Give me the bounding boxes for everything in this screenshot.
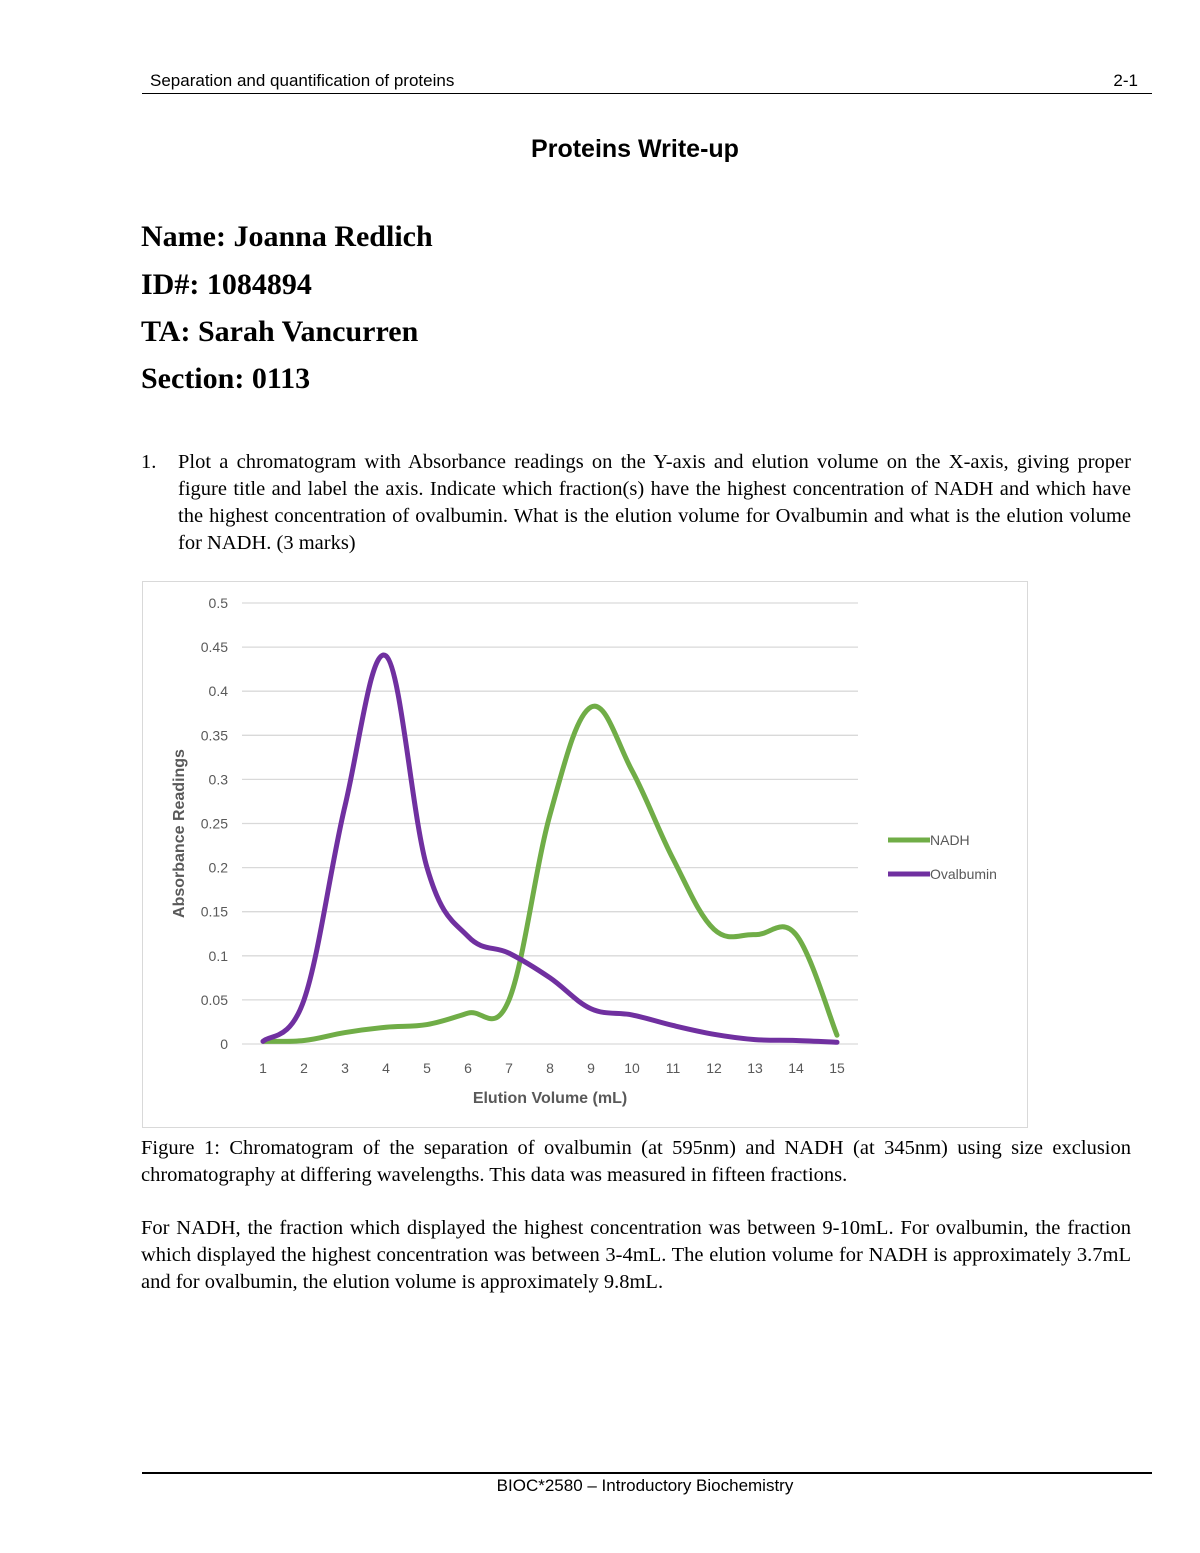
x-tick-label: 1 <box>259 1060 267 1076</box>
y-tick-label: 0.1 <box>208 947 228 964</box>
x-tick-label: 8 <box>546 1060 554 1076</box>
question-text: Plot a chromatogram with Absorbance readings on the Y-axis and elution volume on the X-axis, giving proper figure title and label the axis. Indicate which fraction(s) have the highest concentration of NADH and which have the highest concentration of ovalbumin. What is the elution volume for Ovalbumin and what is the elution volume for NADH. (3 marks) <box>178 451 1131 554</box>
y-tick-label: 0.25 <box>200 815 228 832</box>
y-tick-label: 0.4 <box>208 683 228 700</box>
y-axis-title: Absorbance Readings <box>171 749 188 918</box>
course-footer: BIOC*2580 – Introductory Biochemistry <box>496 1476 794 1495</box>
x-tick-label: 9 <box>587 1060 595 1076</box>
x-tick-label: 4 <box>382 1060 390 1076</box>
running-header-title: Separation and quantification of proteins <box>150 71 455 90</box>
document-title: Proteins Write-up <box>531 135 739 163</box>
x-tick-label: 11 <box>665 1060 681 1076</box>
page-number: 2-1 <box>1113 71 1138 90</box>
legend-label-nadh: NADH <box>930 832 970 848</box>
y-tick-label: 0.45 <box>200 639 228 656</box>
teaching-assistant: TA: Sarah Vancurren <box>141 315 419 348</box>
x-tick-label: 6 <box>464 1060 472 1076</box>
chromatogram-chart <box>142 581 1028 1128</box>
figure-caption: Figure 1: Chromatogram of the separation of ovalbumin (at 595nm) and NADH (at 345nm) using size exclusion chromatography at differing wavelengths. This data was measured in fifteen fractions. <box>141 1137 1131 1186</box>
y-tick-label: 0 <box>220 1036 228 1052</box>
y-tick-label: 0.35 <box>200 727 228 744</box>
question-number: 1. <box>141 451 157 473</box>
y-tick-label: 0.15 <box>200 903 228 920</box>
footer-divider <box>142 1472 1152 1474</box>
x-tick-label: 12 <box>706 1060 722 1076</box>
y-tick-label: 0.05 <box>200 991 228 1008</box>
x-tick-label: 5 <box>423 1060 431 1076</box>
x-tick-label: 10 <box>624 1060 640 1076</box>
header-divider <box>142 93 1152 94</box>
student-name: Name: Joanna Redlich <box>141 220 433 253</box>
student-id: ID#: 1084894 <box>141 268 312 301</box>
y-tick-label: 0.2 <box>208 859 228 876</box>
x-tick-label: 13 <box>747 1060 763 1076</box>
y-tick-label: 0.5 <box>208 595 228 611</box>
x-tick-label: 14 <box>788 1060 804 1076</box>
section-number: Section: 0113 <box>141 362 311 395</box>
y-tick-label: 0.3 <box>208 771 228 788</box>
answer-paragraph: For NADH, the fraction which displayed the highest concentration was between 9-10mL. For ovalbumin, the fraction which displayed the highest concentration was between 3-4mL. The elution volume for NADH is approximately 3.7mL and for ovalbumin, the elution volume is approximately 9.8mL. <box>141 1217 1131 1293</box>
x-tick-label: 3 <box>341 1060 349 1076</box>
x-axis-title: Elution Volume (mL) <box>472 1090 628 1107</box>
question-1 <box>141 449 1131 557</box>
x-tick-label: 2 <box>300 1060 308 1076</box>
series-line-nadh <box>263 706 837 1041</box>
x-tick-label: 7 <box>505 1060 513 1076</box>
legend-label-ovalbumin: Ovalbumin <box>930 866 997 882</box>
series-line-ovalbumin <box>263 655 837 1042</box>
x-tick-label: 15 <box>829 1060 845 1076</box>
